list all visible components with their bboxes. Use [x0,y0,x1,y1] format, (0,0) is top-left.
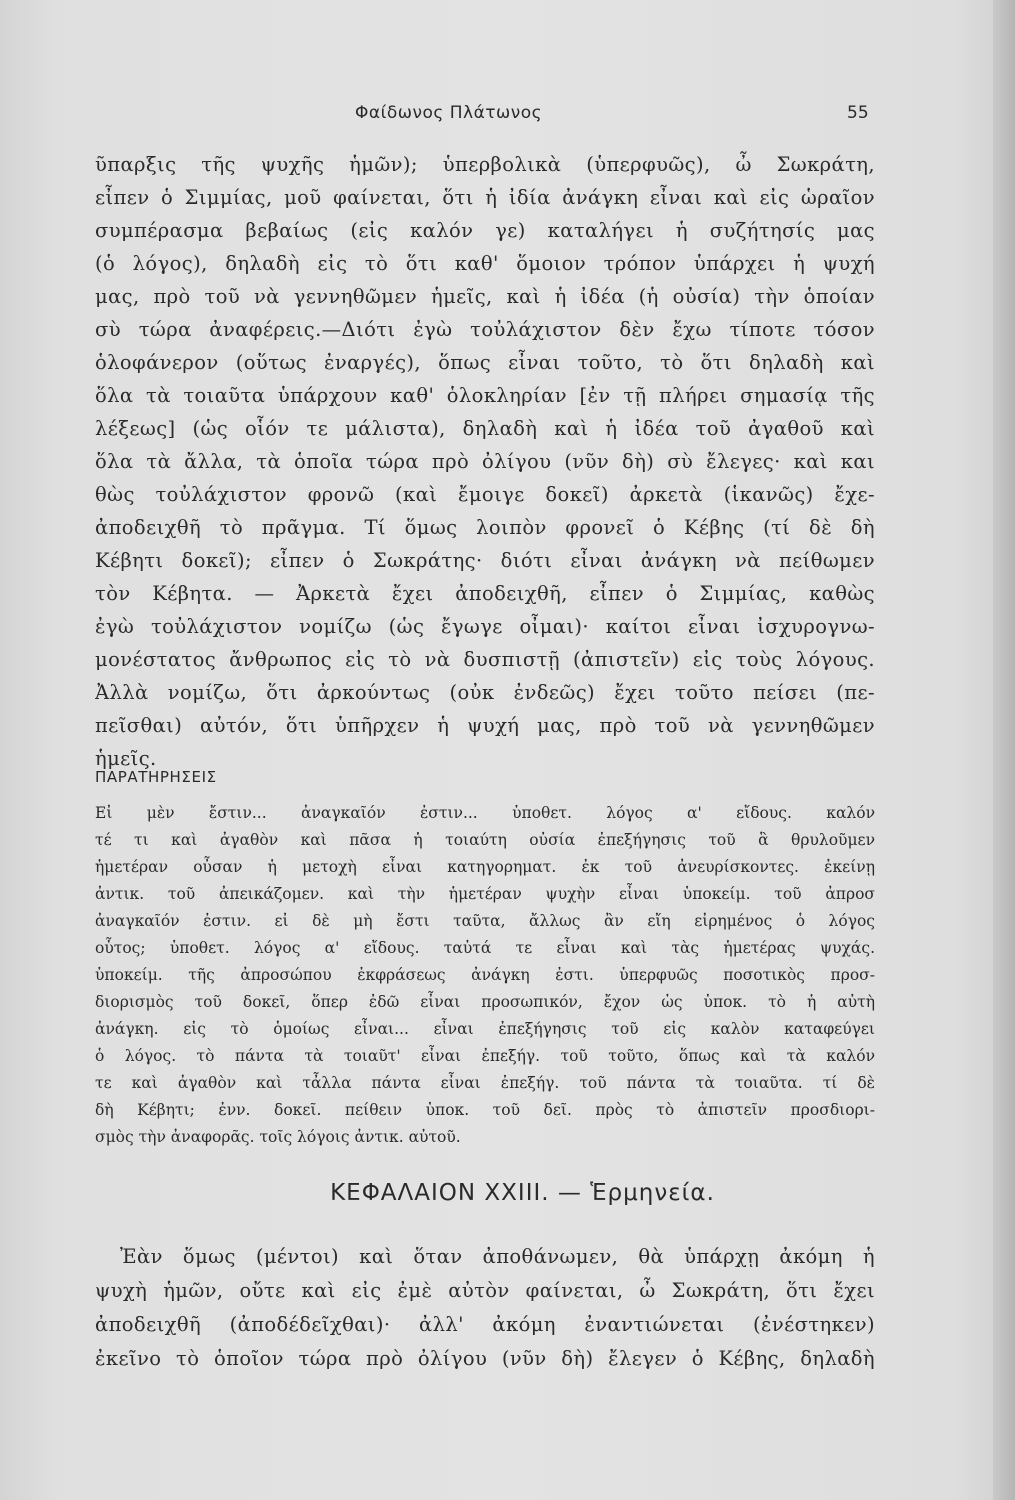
text-line: ὅλα τὰ ἄλλα, τὰ ὁποῖα τώρα πρὸ ὀλίγου (νῦν δὴ) σὺ ἔλεγες· καὶ και [95,450,875,473]
text-line: μονέστατος ἄνθρωπος εἰς τὸ νὰ δυσπιστῇ (ἀπιστεῖν) εἰς τοὺς λόγους. [95,648,875,671]
notes-text [95,800,875,1151]
text-line: σὺ τώρα ἀναφέρεις.—Διότι ἐγὼ τοὐλάχιστον δὲν ἔχω τίποτε τόσον [95,318,875,341]
text-line: ψυχὴ ἡμῶν, οὔτε καὶ εἰς ἐμὲ αὐτὸν φαίνεται, ὦ Σωκράτη, ὅτι ἔχει [95,1279,875,1302]
note-line: ἀναγκαῖόν ἐστιν. εἰ δὲ μὴ ἔστι ταῦτα, ἄλλως ἂν εἴη εἰρημένος ὁ λόγος [95,912,875,930]
chapter-heading-text: ΚΕΦΑΛΑΙΟΝ XXIII. — Ἑρμηνεία. [330,1180,715,1206]
text-line: ῦπαρξις τῆς ψυχῆς ἡμῶν); ὑπερβολικὰ (ὑπερφυῶς), ὦ Σωκράτη, [95,153,875,176]
text-line: συμπέρασμα βεβαίως (εἰς καλόν γε) καταλήγει ἡ συζήτησίς μας [95,219,875,242]
page-edge-shadow [993,0,1015,1500]
text-line: ἐκεῖνο τὸ ὁποῖον τώρα πρὸ ὀλίγου (νῦν δὴ) ἔλεγεν ὁ Κέβης, δηλαδὴ [95,1347,875,1370]
running-title: Φαίδωνος Πλάτωνος [355,103,543,123]
note-line: ὁ λόγος. τὸ πάντα τὰ τοιαῦτ' εἶναι ἐπεξήγ. τοῦ τοῦτο, ὅπως καὶ τὰ καλόν [95,1047,875,1065]
text-line: Ἐὰν ὅμως (μέντοι) καὶ ὅταν ἀποθάνωμεν, θὰ ὑπάρχῃ ἀκόμη ἡ [120,1245,875,1268]
note-line: τε καὶ ἀγαθὸν καὶ τἆλλα πάντα εἶναι ἐπεξήγ. τοῦ πάντα τὰ τοιαῦτα. τί δὲ [95,1074,875,1092]
text-line: ἀποδειχθῆ τὸ πρᾶγμα. Τί ὅμως λοιπὸν φρονεῖ ὁ Κέβης (τί δὲ δὴ [95,516,875,539]
text-line: ἡμεῖς. [95,747,157,770]
chapter-heading [0,1180,1015,1206]
page-number: 55 [847,103,869,123]
main-text [95,148,875,775]
note-line: οὗτος; ὑποθετ. λόγος α' εἴδους. ταὐτά τε εἶναι καὶ τὰς ἡμετέρας ψυχάς. [95,939,875,957]
notes-heading: ΠΑΡΑΤΗΡΗΣΕΙΣ [95,768,217,786]
running-header [0,100,1015,130]
text-line: Ἀλλὰ νομίζω, ὅτι ἀρκούντως (οὐκ ἐνδεῶς) ἔχει τοῦτο πείσει (πε- [95,681,875,704]
note-line: ἡμετέραν οὖσαν ἡ μετοχὴ εἶναι κατηγορηματ. ἐκ τοῦ ἀνευρίσκοντες. ἐκείνῃ [95,858,875,876]
chapter-text [95,1240,875,1376]
note-line: τέ τι καὶ ἀγαθὸν καὶ πᾶσα ἡ τοιαύτη οὐσία ἐπεξήγησις τοῦ ἃ θρυλοῦμεν [95,831,875,849]
note-line: σμὸς τὴν ἀναφορᾶς. τοῖς λόγοις ἀντικ. αὐτοῦ. [95,1128,461,1146]
text-line: λέξεως] (ὡς οἷόν τε μάλιστα), δηλαδὴ καὶ ἡ ἰδέα τοῦ ἀγαθοῦ καὶ [95,417,875,440]
note-line: ὑποκείμ. τῆς ἀπροσώπου ἐκφράσεως ἀνάγκη ἐστι. ὑπερφυῶς ποσοτικὸς προσ- [95,966,875,984]
text-line: μας, πρὸ τοῦ νὰ γεννηθῶμεν ἡμεῖς, καὶ ἡ ἰδέα (ἡ οὐσία) τὴν ὁποίαν [95,285,875,308]
text-line: ἐγὼ τοὐλάχιστον νομίζω (ὡς ἔγωγε οἶμαι)· καίτοι εἶναι ἰσχυρογνω- [95,615,875,638]
note-line: ἀντικ. τοῦ ἀπεικάζομεν. καὶ τὴν ἡμετέραν ψυχὴν εἶναι ὑποκείμ. τοῦ ἀπροσ [95,885,875,903]
text-line: ἀποδειχθῆ (ἀποδέδεῖχθαι)· ἀλλ' ἀκόμη ἐναντιώνεται (ἐνέστηκεν) [95,1313,875,1336]
note-line: Εἰ μὲν ἔστιν... ἀναγκαῖόν ἐστιν... ὑποθετ. λόγος α' εἴδους. καλόν [95,804,875,822]
text-line: Κέβητι δοκεῖ); εἶπεν ὁ Σωκράτης· διότι εἶναι ἀνάγκη νὰ πείθωμεν [95,549,875,572]
note-line: ἀνάγκη. εἰς τὸ ὁμοίως εἶναι... εἶναι ἐπεξήγησις τοῦ εἰς καλὸν καταφεύγει [95,1020,875,1038]
text-line: εἶπεν ὁ Σιμμίας, μοῦ φαίνεται, ὅτι ἡ ἰδία ἀνάγκη εἶναι καὶ εἰς ὡραῖον [95,186,875,209]
text-line: τὸν Κέβητα. — Ἀρκετὰ ἔχει ἀποδειχθῆ, εἶπεν ὁ Σιμμίας, καθὼς [95,582,875,605]
text-line: θὼς τοὐλάχιστον φρονῶ (καὶ ἔμοιγε δοκεῖ) ἀρκετὰ (ἱκανῶς) ἔχε- [95,483,875,506]
note-line: διορισμὸς τοῦ δοκεῖ, ὅπερ ἐδῶ εἶναι προσωπικόν, ἔχον ὡς ὑποκ. τὸ ἡ αὐτὴ [95,993,875,1011]
note-line: δὴ Κέβητι; ἐνν. δοκεῖ. πείθειν ὑποκ. τοῦ δεῖ. πρὸς τὸ ἀπιστεῖν προσδιορι- [95,1101,875,1119]
text-line: (ὁ λόγος), δηλαδὴ εἰς τὸ ὅτι καθ' ὅμοιον τρόπον ὑπάρχει ἡ ψυχή [95,252,875,275]
text-line: πεῖσθαι) αὐτόν, ὅτι ὑπῆρχεν ἡ ψυχή μας, πρὸ τοῦ νὰ γεννηθῶμεν [95,714,875,737]
text-line: ὅλα τὰ τοιαῦτα ὑπάρχουν καθ' ὁλοκληρίαν [ἐν τῇ πλήρει σημασίᾳ τῆς [95,384,875,407]
text-line: ὁλοφάνερον (οὕτως ἐναργές), ὅπως εἶναι τοῦτο, τὸ ὅτι δηλαδὴ καὶ [95,351,875,374]
